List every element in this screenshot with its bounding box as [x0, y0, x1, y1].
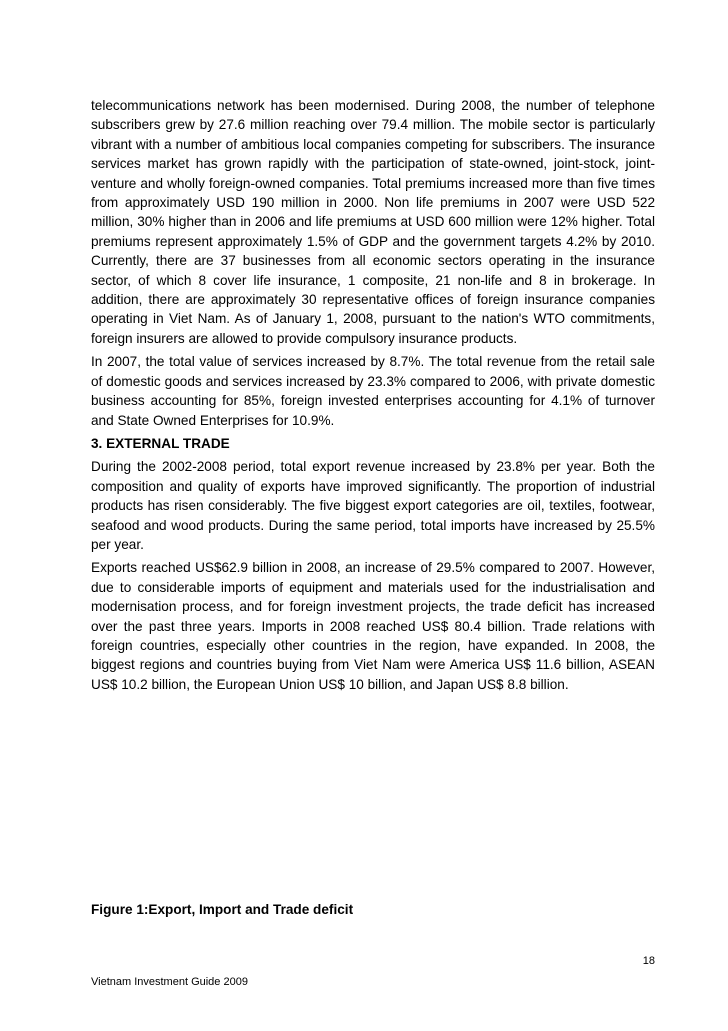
page-footer: Vietnam Investment Guide 2009 [91, 976, 248, 988]
paragraph-exports-2008: Exports reached US$62.9 billion in 2008, an increase of 29.5% compared to 2007. However, due to considerable imports of equipment and materials used for the industrialisation and modernisation process, and for foreign investment projects, the trade deficit has increased over the past three years. Imports in 2008 reached US$ 80.4 billion. Trade relations with foreign countries, especially other countries in the region, have expanded. In 2008, the biggest regions and countries buying from Viet Nam were America US$ 11.6 billion, ASEAN US$ 10.2 billion, the European Union US$ 10 billion, and Japan US$ 8.8 billion. [91, 560, 655, 692]
paragraph-telecom-insurance: telecommunications network has been modernised. During 2008, the number of telephone subscribers grew by 27.6 million reaching over 79.4 million. The mobile sector is particularly vibrant with a number of ambitious local companies competing for subscribers. The insurance services market has grown rapidly with the participation of state-owned, joint-stock, joint-venture and wholly foreign-owned companies. Total premiums increased more than five times from approximately USD 190 million in 2000. Non life premiums in 2007 were USD 522 million, 30% higher than in 2006 and life premiums at USD 600 million were 12% higher. Total premiums represent approximately 1.5% of GDP and the government targets 4.2% by 2010. Currently, there are 37 businesses from all economic sectors operating in the insurance sector, of which 8 cover life insurance, 1 composite, 21 non-life and 8 in brokerage. In addition, there are approximately 30 representative offices of foreign insurance companies operating in Viet Nam. As of January 1, 2008, pursuant to the nation's WTO commitments, foreign insurers are allowed to provide compulsory insurance products. [91, 98, 655, 346]
paragraph-services: In 2007, the total value of services increased by 8.7%. The total revenue from the retail sale of domestic goods and services increased by 23.3% compared to 2006, with private domestic business accounting for 85%, foreign invested enterprises accounting for 4.1% of turnover and State Owned Enterprises for 10.9%. [91, 354, 655, 428]
paragraph-export-revenue: During the 2002-2008 period, total export revenue increased by 23.8% per year. Both the composition and quality of exports have improved significantly. The proportion of industrial products has risen considerably. The five biggest export categories are oil, textiles, footwear, seafood and wood products. During the same period, total imports have increased by 25.5% per year. [91, 459, 655, 552]
figure-caption: Figure 1:Export, Import and Trade deficit [91, 902, 354, 917]
main-content [91, 96, 655, 694]
section-heading-external-trade: 3. EXTERNAL TRADE [91, 435, 230, 451]
page-number: 18 [642, 955, 655, 967]
